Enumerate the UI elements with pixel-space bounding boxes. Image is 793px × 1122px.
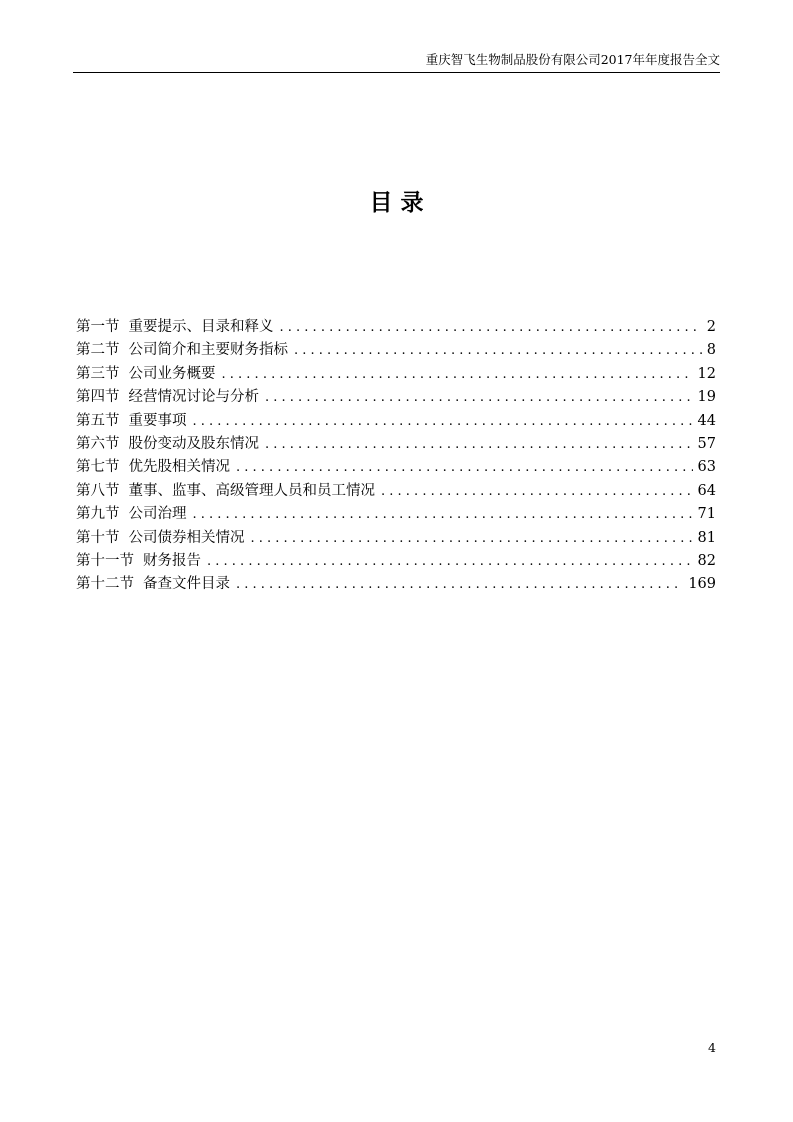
dot-leader: [207, 550, 693, 573]
toc-entry-title: 公司简介和主要财务指标: [128, 342, 288, 359]
toc-entry-5[interactable]: [76, 410, 716, 433]
toc-page-number: 57: [697, 435, 716, 452]
toc-entry-title: 重要事项: [128, 412, 187, 429]
toc-section-label: 第五节: [76, 412, 120, 429]
toc-heading: 目 录: [369, 190, 424, 216]
toc-entry-2[interactable]: [76, 339, 716, 362]
toc-entry-7[interactable]: [76, 456, 716, 479]
toc-entry-title: 董事、监事、高级管理人员和员工情况: [128, 482, 375, 499]
toc-page-number: 19: [697, 389, 716, 406]
page-number: 4: [708, 1040, 716, 1055]
dot-leader: [381, 480, 693, 503]
toc-entry-12[interactable]: [76, 573, 716, 596]
toc-section-label: 第十二节: [76, 576, 134, 593]
toc-section-label: 第九节: [76, 506, 120, 523]
toc-page-number: 81: [697, 529, 716, 546]
page-header: [73, 50, 720, 73]
dot-leader: [222, 363, 693, 386]
toc-entry-title: 公司业务概要: [128, 365, 216, 382]
toc-entry-4[interactable]: [76, 386, 716, 409]
dot-leader: [251, 527, 693, 550]
toc-entry-1[interactable]: [76, 316, 716, 339]
toc-section-label: 第四节: [76, 389, 120, 406]
dot-leader: [193, 503, 693, 526]
toc-entry-title: 公司治理: [128, 506, 187, 523]
toc-entry-6[interactable]: [76, 433, 716, 456]
dot-leader: [236, 456, 693, 479]
toc-page-number: 12: [697, 365, 716, 382]
dot-leader: [265, 433, 693, 456]
toc-entry-title: 优先股相关情况: [128, 459, 230, 476]
toc-section-label: 第六节: [76, 435, 120, 452]
toc-entry-9[interactable]: [76, 503, 716, 526]
toc-page-number: 2: [706, 319, 716, 335]
toc-section-label: 第八节: [76, 482, 120, 499]
toc-entry-title: 备查文件目录: [143, 576, 230, 593]
toc-page-number: 82: [697, 552, 716, 569]
toc-page-number: 63: [697, 459, 716, 476]
toc-page-number: 64: [697, 482, 716, 499]
toc-entry-8[interactable]: [76, 480, 716, 503]
dot-leader: [265, 386, 693, 409]
toc-entry-title: 财务报告: [143, 552, 201, 569]
toc-entry-title: 公司债券相关情况: [128, 529, 245, 546]
toc-section-label: 第七节: [76, 459, 120, 476]
toc-entry-11[interactable]: [76, 550, 716, 573]
toc-section-label: 第十节: [76, 529, 120, 546]
toc-page-number: 169: [688, 576, 716, 593]
toc-page-number: 44: [697, 412, 716, 429]
toc-section-label: 第三节: [76, 365, 120, 382]
toc-section-label: 第一节: [76, 319, 120, 335]
toc-section-label: 第二节: [76, 342, 120, 359]
dot-leader: [280, 316, 702, 339]
toc-page-number: 71: [697, 506, 716, 523]
dot-leader: [294, 339, 702, 362]
table-of-contents: [76, 316, 716, 597]
dot-leader: [236, 573, 683, 596]
toc-entry-title: 股份变动及股东情况: [128, 435, 259, 452]
toc-section-label: 第十一节: [76, 552, 134, 569]
document-title: 重庆智飞生物制品股份有限公司2017年年度报告全文: [425, 52, 720, 67]
toc-entry-title: 重要提示、目录和释义: [128, 319, 274, 335]
toc-entry-10[interactable]: [76, 527, 716, 550]
toc-entry-title: 经营情况讨论与分析: [128, 389, 259, 406]
toc-page-number: 8: [706, 342, 716, 359]
dot-leader: [193, 410, 693, 433]
toc-entry-3[interactable]: [76, 363, 716, 386]
